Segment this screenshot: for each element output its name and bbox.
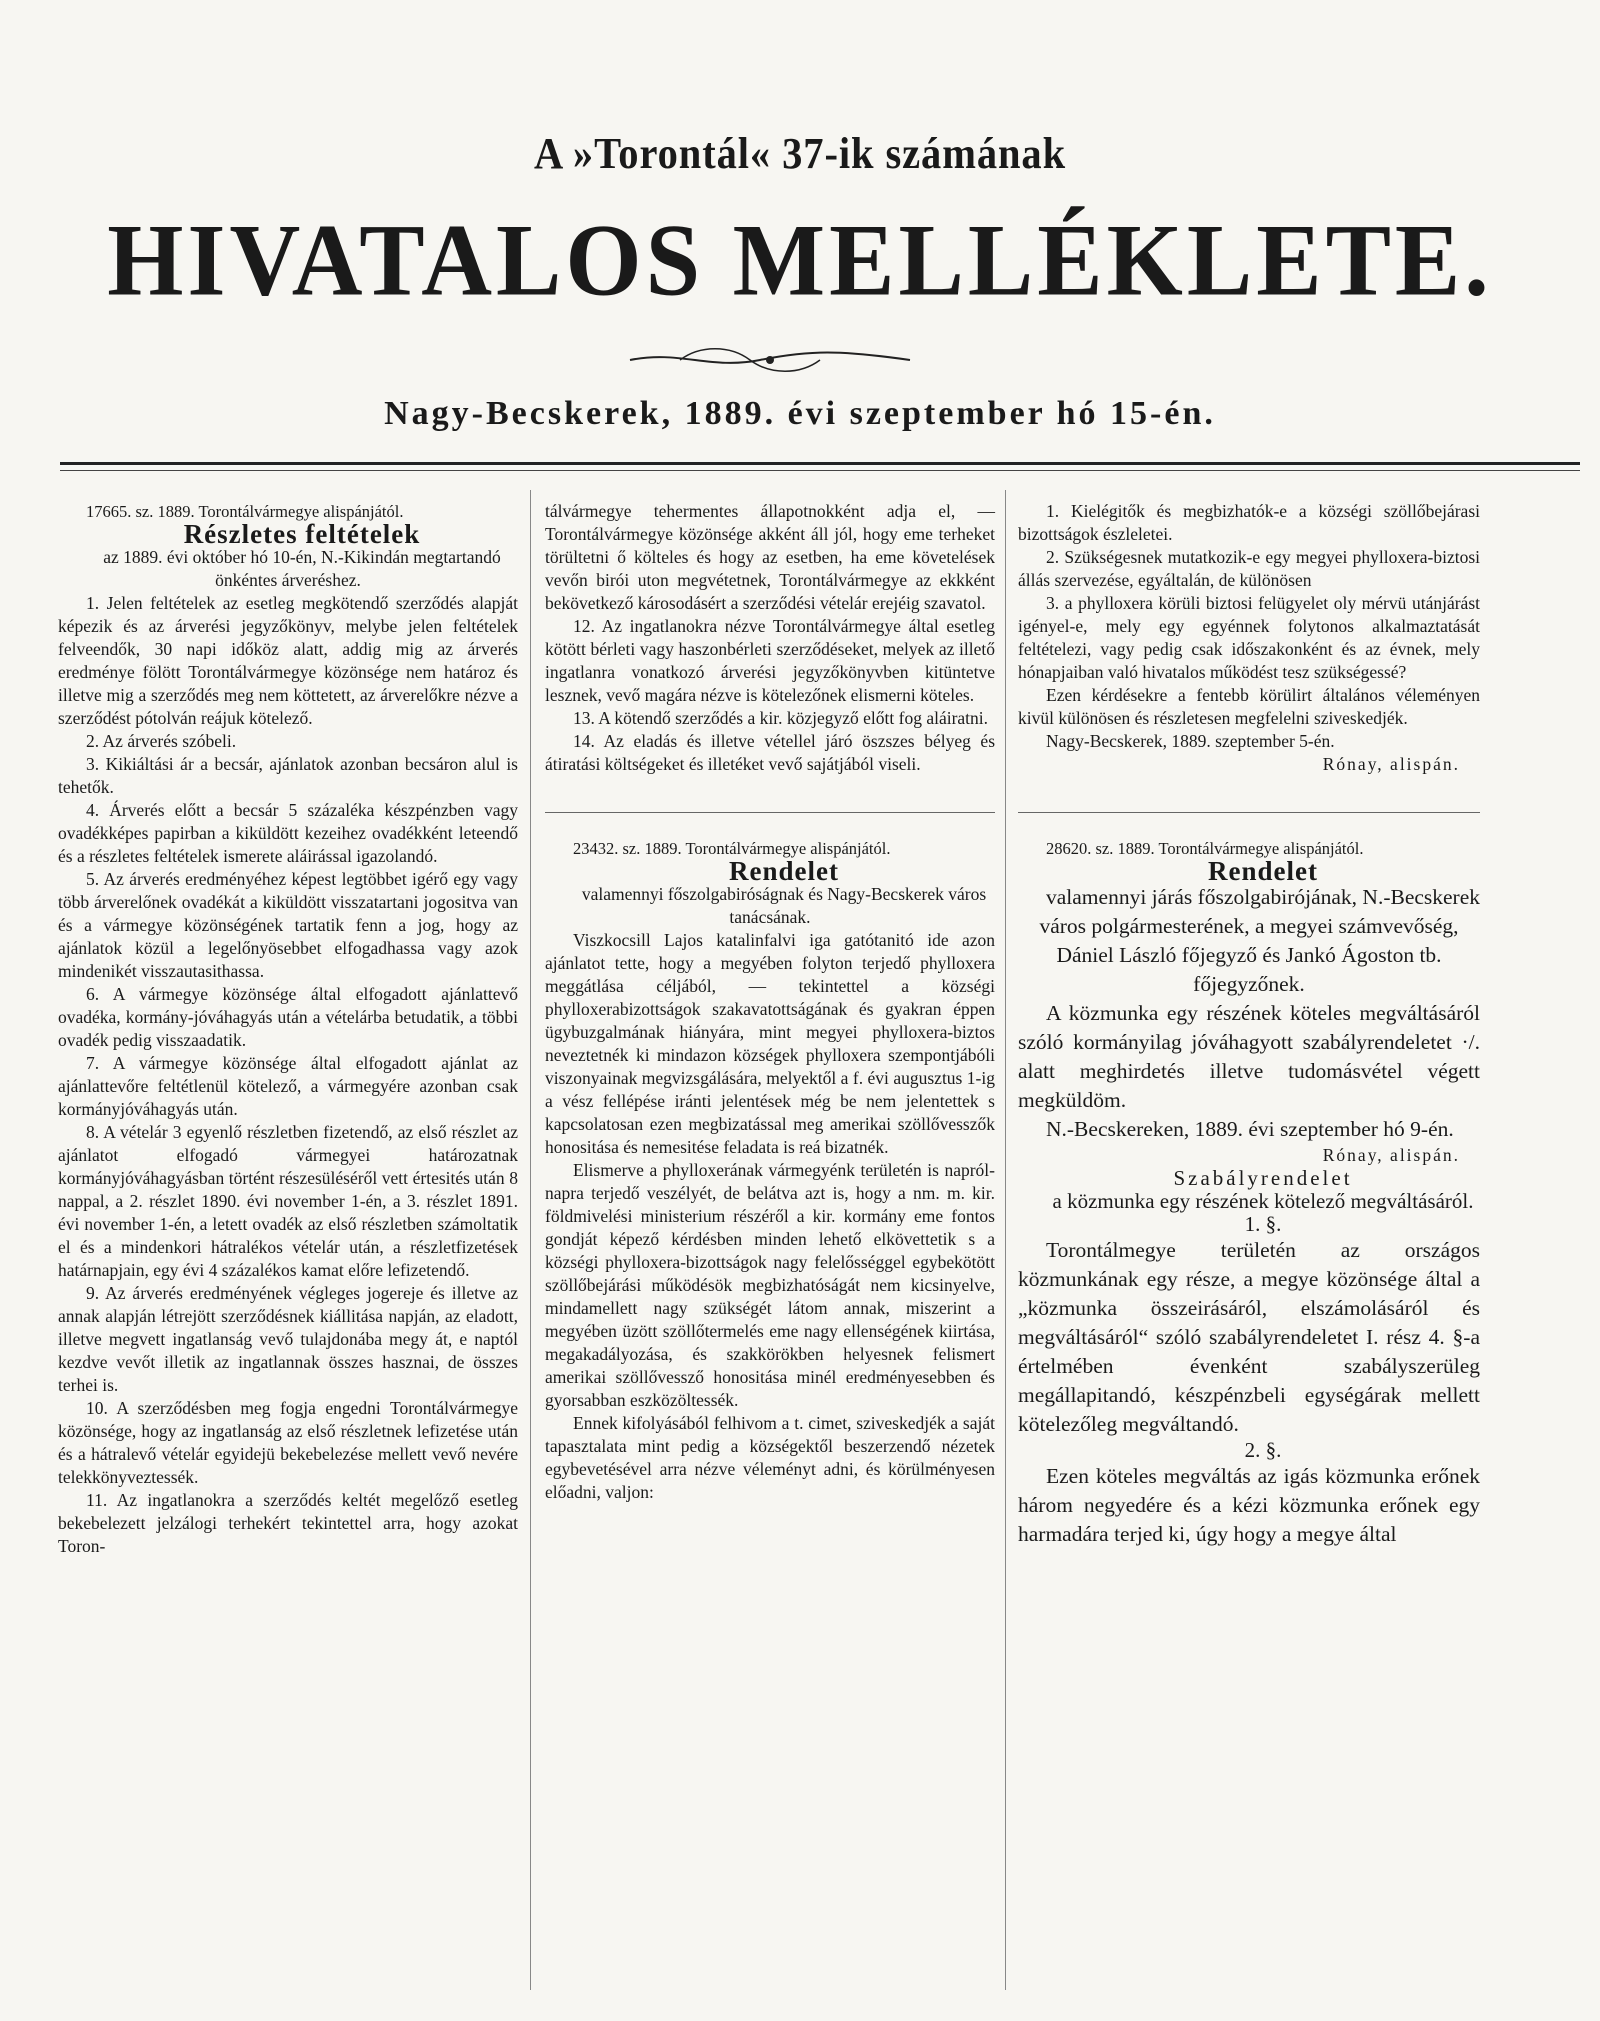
regulation-subtitle: a közmunka egy részének kötelező megváltásáról. bbox=[1052, 1189, 1474, 1213]
paragraph: 3. a phylloxera körüli biztosi felügyelet oly mérvü utánjárást igényel-e, mely egy egyénnek folytonos alkalmaztatását feltételezi, vagy pedig csak időszakonként és az évnek, mely hónapjaiban való hivatalos működést tesz szükségessé? bbox=[1018, 593, 1480, 682]
paragraph: Ezen kérdésekre a fentebb körülirt általános véleményen kivül különösen és részletesen megfelelni sziveskedjék. bbox=[1018, 685, 1480, 728]
section-separator bbox=[1018, 812, 1480, 813]
section-subheading: az 1889. évi október hó 10-én, N.-Kikindán megtartandó önkéntes árveréshez. bbox=[103, 547, 501, 590]
signature: Rónay, alispán. bbox=[1322, 1145, 1460, 1165]
paragraph: Ennek kifolyásából felhivom a t. cimet, sziveskedjék a saját tapasztalata mint pedig a községektől beszerzendő nézetek egybevetésével arra nézve véleményt adni, és körülményesen előadni, valjon: bbox=[545, 1413, 995, 1502]
paragraph: 6. A vármegye közönsége által elfogadott ajánlattevő ovadéka, kormány-jóváhagyás után a vételárba betudatik, a többi ovadék pedig visszaadatik. bbox=[58, 984, 518, 1050]
paragraph: N.-Becskereken, 1889. évi szeptember hó 9-én. bbox=[1046, 1117, 1454, 1141]
section-number: 2. §. bbox=[1244, 1438, 1282, 1462]
paragraph: 3. Kikiáltási ár a becsár, ajánlatok azonban becsáron alul is tehetők. bbox=[58, 754, 518, 797]
ornament-divider bbox=[620, 340, 920, 380]
signature: Rónay, alispán. bbox=[1322, 754, 1460, 774]
column-divider bbox=[1005, 490, 1006, 1990]
paragraph: 1. Jelen feltételek az esetleg megkötendő szerződés alapját képezik és az árverési jegyzőkönyv, melybe jelen feltételek felveendők, 30 napi időköz alatt, addig mig az árverés eredménye fölött Torontálvármegye közönsége nem határoz és illetve mig a szerződés meg nem köttetett, az árverelőkre nézve a szerződést pótolván reájuk kötelező. bbox=[58, 593, 518, 728]
paragraph: 1. Kielégitők és megbizhatók-e a községi szöllőbejárasi bizottságok észleletei. bbox=[1018, 501, 1480, 544]
masthead-title: HIVATALOS MELLÉKLETE. bbox=[107, 204, 1493, 318]
section-heading: Részletes feltételek bbox=[183, 519, 421, 549]
column-1 bbox=[58, 500, 518, 1558]
paragraph: 14. Az eladás és illetve vétellel járó öszszes bélyeg és átiratási költségeket és illetéket vevő sajátjából viseli. bbox=[545, 731, 995, 774]
paragraph: 2. Szükségesnek mutatkozik-e egy megyei phylloxera-biztosi állás szervezése, egyáltalán, de különösen bbox=[1018, 547, 1480, 590]
paragraph: Elismerve a phylloxerának vármegyénk területén is napról-napra terjedő veszélyét, de belátva azt is, hogy a nm. m. kir. földmivelési ministerium részéről a kir. kormány eme fontos gondját képező kérdésben minden lehető elkövettetik s a községi phylloxera-bizottságok nagy felelősséggel egybekötött szöllőbejárási működésök megbizhatóságát nem kicsinyelve, mindamellett nagy szükségét látom annak, miszerint a megyében üzött szöllőtermelés eme nagy ellenségének kiirtása, megakadályozása, és szakkörökben helyesnek felismert amerikai szöllővessző honositása minél eredményesebben és gyorsabban eszközöltessék. bbox=[545, 1160, 995, 1410]
masthead-dateline: Nagy-Becskerek, 1889. évi szeptember hó 15-én. bbox=[384, 395, 1216, 432]
column-divider bbox=[530, 490, 531, 1990]
section-separator bbox=[545, 812, 995, 813]
date-line: Nagy-Becskerek, 1889. szeptember 5-én. bbox=[1046, 731, 1335, 751]
column-3 bbox=[1018, 500, 1480, 1549]
masthead-super: A »Torontál« 37-ik számának bbox=[533, 129, 1067, 178]
reference-number: 23432. sz. 1889. Torontálvármegye alispánjától. bbox=[573, 839, 891, 858]
header-rule bbox=[60, 462, 1580, 465]
paragraph: 13. A kötendő szerződés a kir. közjegyző előtt fog aláiratni. bbox=[573, 708, 989, 728]
paragraph: 10. A szerződésben meg fogja engedni Torontálvármegye közönsége, hogy az ingatlanság az első részletnek lefizetése után és a hátralevő vételár egyidejü bekebelezése mellett vevő nevére telekkönyveztessék. bbox=[58, 1398, 518, 1487]
paragraph: 8. A vételár 3 egyenlő részletben fizetendő, az első részlet az ajánlatot elfogadó vármegyei határozatnak kormányjóváhagyásban történt részesüléséről vett értesités után 8 nappal, a 2. részlet 1890. évi november 1-én, a 3. részlet 1891. évi november 1-én, a letett ovadék az első részletben számoltatik el és a mindenkori hátralékos vételár után, a részletfizetések határnapjain, egy évi 4 százalékos kamat előre lefizetendő. bbox=[58, 1122, 518, 1280]
paragraph: 7. A vármegye közönsége által elfogadott ajánlat az ajánlattevőre feltétlenül kötelező, a vármegyére azonban csak kormányjóváhagyás után. bbox=[58, 1053, 518, 1119]
paragraph: 4. Árverés előtt a becsár 5 százaléka készpénzben vagy ovadékképes papirban a kiküldött kezeihez ovadékként leteendő és a részletes feltételek ismerete aláirással igazolandó. bbox=[58, 800, 518, 866]
paragraph: Ezen köteles megváltás az igás közmunka erőnek három negyedére és a kézi közmunka erőnek egy harmadára terjed ki, úgy hogy a megye által bbox=[1018, 1464, 1480, 1546]
reference-number: 17665. sz. 1889. Torontálvármegye alispánjától. bbox=[86, 502, 404, 521]
reference-number: 28620. sz. 1889. Torontálvármegye alispánjától. bbox=[1046, 839, 1364, 858]
paragraph: 11. Az ingatlanokra a szerződés keltét megelőző esetleg bekebelezett jelzálogi terhekért tekintettel arra, hogy azokat Toron- bbox=[58, 1490, 518, 1556]
section-number: 1. §. bbox=[1244, 1212, 1282, 1236]
section-heading: Rendelet bbox=[729, 856, 839, 886]
section-subheading: valamennyi járás főszolgabirójának, N.-Becskerek város polgármesterének, a megyei számvevőség, Dániel László főjegyző és Jankó Ágoston tb. főjegyzőnek. bbox=[1039, 885, 1481, 996]
header-rule-thin bbox=[60, 470, 1580, 471]
column-2 bbox=[545, 500, 995, 1504]
section-heading: Rendelet bbox=[1208, 856, 1318, 886]
paragraph: 5. Az árverés eredményéhez képest legtöbbet igérő egy vagy több árverelőnek ovadékát a kiküldött visszatartani jogositva van és a vármegye közönségének tartatik fenn a jog, hogy az ajánlatok közül a legelőnyösebbet elfogadhassa vagy azok mindenikét visszautasithassa. bbox=[58, 869, 518, 981]
paragraph: 9. Az árverés eredményének végleges jogereje és illetve az annak alapján létrejött szerződésnek kiállitása napján, az eladott, illetve megvett ingatlanság vevő tulajdonába megy át, e naptól kezdve vevőt illetik az ingatlannak összes hasznai, de összes terhei is. bbox=[58, 1283, 518, 1395]
paragraph: Torontálmegye területén az országos közmunkának egy része, a megye közönsége által a „közmunka összeirásáról, elszámolásáról és megváltásáról“ szóló szabályrendeletet I. rész 4. §-a értelmében évenként szabályszerüleg megállapitandó, készpénzbeli egységárak mellett kötelezőleg megváltandó. bbox=[1018, 1238, 1480, 1436]
section-subheading: valamennyi főszolgabiróságnak és Nagy-Becskerek város tanácsának. bbox=[581, 884, 987, 927]
paragraph: tálvármegye tehermentes állapotnokként adja el, — Torontálvármegye közönsége akként áll jól, hogy eme terheket törültetni ő költeles és hogy az esetben, ha eme követelések vevőn birói uton megvétetnek, Torontálvármegye az ekkként bekövetkező károsodásért a szerződési vételár erejéig szavatol. bbox=[545, 501, 995, 613]
paragraph: 12. Az ingatlanokra nézve Torontálvármegye által esetleg kötött bérleti vagy haszonbérleti szerződéseket, melyek az illető ingatlanra vonatkozó árverési jegyzőkönyvben kitüntetve lesznek, vevő magára nézve is kötelezőnek elismerni köteles. bbox=[545, 616, 995, 705]
paragraph: 2. Az árverés szóbeli. bbox=[86, 731, 237, 751]
regulation-title: Szabályrendelet bbox=[1173, 1166, 1353, 1190]
paragraph: Viszkocsill Lajos katalinfalvi iga gatótanitó ide azon ajánlatot tette, hogy a megyében folyton terjedő phylloxera meggátlása céljából, — tekintettel a községi phylloxerabizottságok szakavatottságának és gyakran éppen ügybuzgalmának hiányára, mint megyei phylloxera-biztos neveztetnék ki mindazon községek phylloxera szempontjábóli viszonyainak megvizsgálására, melyektől a f. évi augusztus 1-ig a vész fellépése iránti jelentések még be nem jelentettek s kapcsolatosan ezen megbizatással meg amerikai szöllővesszők honositása és nemesitése feladata is reá bizatnék. bbox=[545, 930, 995, 1157]
paragraph: A közmunka egy részének köteles megváltásáról szóló kormányilag jóváhagyott szabályrendeletet ·/. alatt meghirdetés illetve tudomásvétel végett megküldöm. bbox=[1018, 1001, 1480, 1112]
